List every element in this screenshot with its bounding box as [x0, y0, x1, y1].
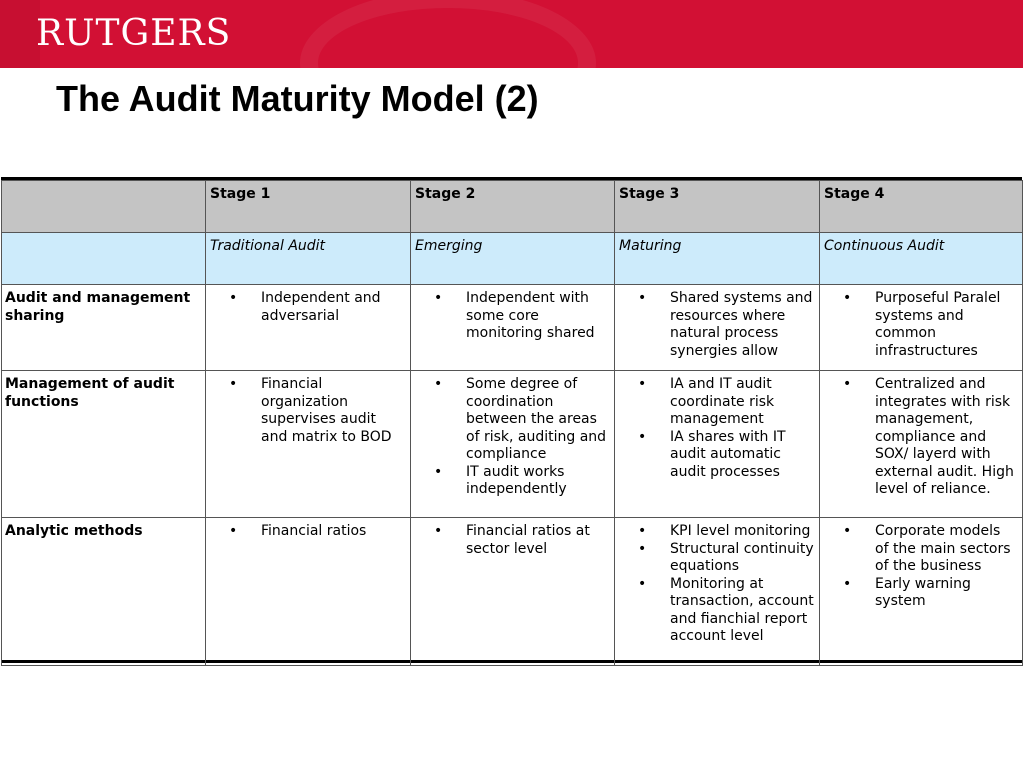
header-banner — [0, 0, 1023, 68]
bullet-list — [212, 376, 406, 446]
stage-4-cell — [820, 518, 1023, 666]
table-row — [2, 371, 1023, 518]
bullet-list — [212, 290, 406, 325]
bullet-item: • Shared systems and resources where natural process synergies allow — [621, 290, 815, 360]
bullet-item: • Early warning system — [826, 576, 1018, 611]
row-label: Audit and management sharing — [2, 285, 206, 371]
stage-2-cell — [411, 371, 615, 518]
bullet-item: • Financial organization supervises audit and matrix to BOD — [212, 376, 406, 446]
bullet-item: • Independent and adversarial — [212, 290, 406, 325]
bullet-item: • Purposeful Paralel systems and common infrastructures — [826, 290, 1018, 360]
bullet-list — [417, 290, 610, 343]
bullet-list — [826, 290, 1018, 360]
banner-watermark — [300, 0, 596, 68]
stage-1-header: Stage 1 — [206, 181, 411, 233]
table-row — [2, 518, 1023, 666]
table-header-row — [2, 181, 1023, 233]
bullet-item: • IT audit works independently — [417, 464, 610, 499]
stage-3-cell — [615, 518, 820, 666]
bullet-item: • Financial ratios — [212, 523, 406, 541]
stage-2-cell — [411, 518, 615, 666]
bullet-item: • KPI level monitoring — [621, 523, 815, 541]
stage-3-name: Maturing — [615, 233, 820, 285]
stage-1-cell — [206, 371, 411, 518]
bullet-item: • Monitoring at transaction, account and fianchial report account level — [621, 576, 815, 646]
banner-shade — [0, 0, 40, 68]
stage-3-header: Stage 3 — [615, 181, 820, 233]
bullet-list — [417, 376, 610, 499]
bullet-list — [621, 376, 815, 481]
table-row — [2, 285, 1023, 371]
slide-title: The Audit Maturity Model (2) — [56, 78, 539, 119]
stage-2-header: Stage 2 — [411, 181, 615, 233]
stage-2-name: Emerging — [411, 233, 615, 285]
stage-3-cell — [615, 285, 820, 371]
stage-name-row — [2, 233, 1023, 285]
bullet-item: • Structural continuity equations — [621, 541, 815, 576]
corner-cell-sub — [2, 233, 206, 285]
bullet-item: • Independent with some core monitoring shared — [417, 290, 610, 343]
corner-cell — [2, 181, 206, 233]
bullet-item: • Centralized and integrates with risk management, compliance and SOX/ layerd with external audit. High level of reliance. — [826, 376, 1018, 499]
stage-1-cell — [206, 518, 411, 666]
bullet-list — [621, 290, 815, 360]
bullet-list — [826, 376, 1018, 499]
stage-4-header: Stage 4 — [820, 181, 1023, 233]
bullet-item: • Some degree of coordination between the areas of risk, auditing and compliance — [417, 376, 610, 464]
stage-4-cell — [820, 371, 1023, 518]
stage-1-name: Traditional Audit — [206, 233, 411, 285]
row-label: Analytic methods — [2, 518, 206, 666]
stage-2-cell — [411, 285, 615, 371]
stage-3-cell — [615, 371, 820, 518]
bullet-list — [212, 523, 406, 541]
bullet-list — [621, 523, 815, 646]
bullet-item: • IA shares with IT audit automatic audit processes — [621, 429, 815, 482]
row-label: Management of audit functions — [2, 371, 206, 518]
stage-1-cell — [206, 285, 411, 371]
bullet-item: • IA and IT audit coordinate risk management — [621, 376, 815, 429]
maturity-table — [1, 177, 1022, 663]
bullet-list — [417, 523, 610, 558]
rutgers-logo: RUTGERS — [36, 13, 232, 54]
bullet-item: • Financial ratios at sector level — [417, 523, 610, 558]
stage-4-name: Continuous Audit — [820, 233, 1023, 285]
bullet-list — [826, 523, 1018, 611]
stage-4-cell — [820, 285, 1023, 371]
bullet-item: • Corporate models of the main sectors of the business — [826, 523, 1018, 576]
